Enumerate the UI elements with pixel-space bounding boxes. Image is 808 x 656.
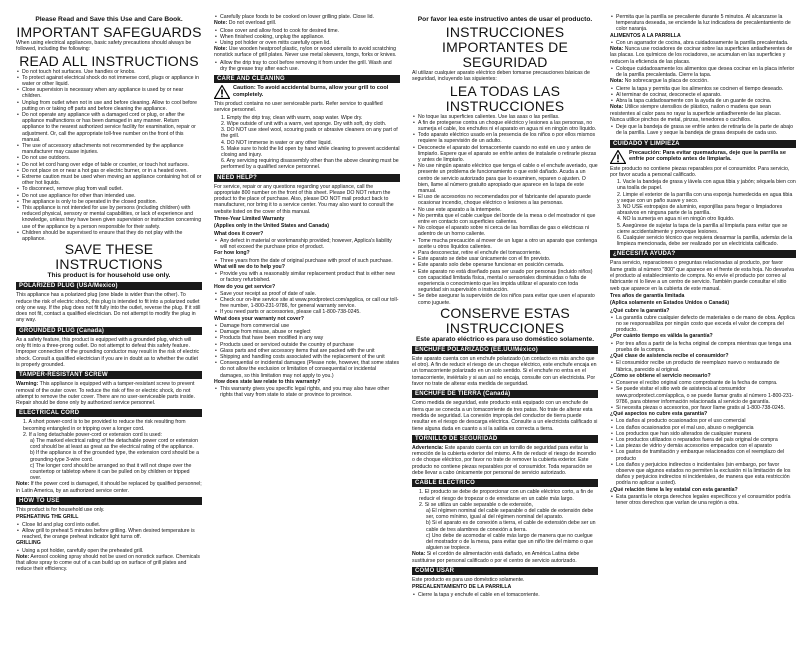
list-item: • Consequential or incidental damages (Please note, however, that some states do not allow the exclusion or limitation of consequential or incidental damages, so this limitation may not apply to you.) bbox=[214, 360, 400, 379]
overload-note-text-es: No sobrecargue la placa de cocción. bbox=[624, 78, 709, 85]
list-item: • This warranty gives you specific legal rights, and you may also have other rights that vary from state to state or province to province. bbox=[214, 386, 400, 398]
list-item: • To disconnect, remove plug from wall outlet. bbox=[16, 186, 202, 192]
list-item: • Este aparato se debe usar únicamente con el fin previsto. bbox=[412, 256, 598, 262]
note-label: Nota: bbox=[610, 104, 624, 111]
list-item: • Children should be supervised to ensure that they do not play with the appliance. bbox=[16, 230, 202, 242]
cord-subitem: a) El régimen nominal del cable separable o del cable de extensión debe ser, como mínimo, igual al del régimen nominal del aparato. bbox=[426, 507, 594, 521]
warranty-question: How do you get service? bbox=[214, 283, 276, 290]
list-item: • Using pot holder or oven mitts carefully open lid. bbox=[214, 40, 400, 46]
list-item: • Los productos que han sido alterados de cualquier manera bbox=[610, 431, 796, 437]
list-item: • Using a pot holder, carefully open the preheated grill. bbox=[16, 548, 202, 554]
warranty-question: ¿Qué relación tiene la ley estatal con esta garantía? bbox=[610, 486, 738, 493]
list-item: • Close cover and allow food to cook for desired time. bbox=[214, 28, 400, 34]
list-item: • Al terminar de cocinar, desconecte el aparato. bbox=[610, 92, 796, 98]
tamper-screw-bar-es: TORNILLO DE SEGURIDAD bbox=[412, 435, 598, 443]
cord-item: 1. El producto se debe de proporcionar con un cable eléctrico corto, a fin de reducir el riesgo de tropezar o de enredarse en un cable más largo. bbox=[419, 489, 594, 502]
utensils-note-text: Use wooden heatproof plastic, nylon or wood utensils to avoid scratching nonstick surface of grill plates. Never use metal skewers, tongs, forks or knives. bbox=[214, 46, 397, 59]
list-item: • Extreme caution must be used when moving an appliance containing hot oil or other hot liquids. bbox=[16, 174, 202, 186]
care-step: 5. Asegúrese de sujetar la tapa de la parrilla al limpiarla para evitar que se cierre accidentalmente y provoque lesiones. bbox=[617, 222, 788, 235]
polarized-plug-text-es: Este aparato cuenta con un enchufe polarizado (un contacto es más ancho que el otro). A fin de reducir el riesgo de un choque eléctrico, este enchufe encaja en un tomacorriente polarizado en un solo sentido. Si el enchufe no entra en el tomacorriente, inviértalo y si aun así no encaja, consulte con un electricista. Por favor no trate de alterar esta medida de seguridad. bbox=[412, 355, 597, 388]
list-item: • Los productos utilizados o reparados fuera del país original de compra bbox=[610, 437, 796, 443]
warning-triangle-icon bbox=[610, 150, 626, 164]
list-item: • Damage from commercial use bbox=[214, 323, 400, 329]
list-item: • Con un agarrador de cocina, abra cuidadosamente la parrilla precalentada. bbox=[610, 40, 796, 46]
list-item: • The use of accessory attachments not recommended by the appliance manufacturer may cause injuries. bbox=[16, 143, 202, 155]
spray-note-text-es: Nunca use rociadores de cocinar sobre las superficies antiadherentes de las placas. Los químicos de los rociadores, se acumulan en las superficies y reducen la eficiencia de las placas. bbox=[610, 46, 793, 65]
list-item: • The appliance is only to be operated in the closed position. bbox=[16, 199, 202, 205]
english-column-left bbox=[16, 0, 202, 656]
how-to-use-text: This product is for household use only. bbox=[16, 507, 105, 514]
overload-note bbox=[214, 20, 400, 26]
read-before-use-notice: Por favor lea este instructivo antes de usar el producto. bbox=[417, 16, 593, 23]
tamper-screw-text-es: Este aparato cuenta con un tornillo de seguridad para evitar la remoción de la cubierta exterior del mismo. A fin de reducir el riesgo de incendio o de choque eléctrico, por favor no trate de remover la cubierta exterior. Este producto no contiene piezas reparables por el consumidor. Toda reparación se debe llevar a cabo únicamente por personal de servicio autorizado. bbox=[412, 444, 596, 477]
list-item: • Los daños al producto ocasionados por el uso comercial bbox=[610, 418, 796, 424]
need-help-text-es: Para servicio, reparaciones o preguntas relacionadas al producto, por favor llame gratis al número "800" que aparece en el frente de esta hoja. No devuelva el producto al establecimiento de compra. No envíe el producto por correo al fabricante ni lo lleve a un centro de servicio. También puede consultar el sitio web que aparece en la cubierta de este manual. bbox=[610, 260, 794, 292]
save-instructions-heading-es: CONSERVE ESTAS INSTRUCCIONES bbox=[440, 304, 570, 336]
list-item: • Desconecte el aparato del tomacorriente cuando no esté en uso y antes de limpiarlo. Espere que el aparato se enfríe antes de instalarle o retirarle piezas y antes de limpiarlo. bbox=[412, 145, 598, 164]
list-item: • Do not touch hot surfaces. Use handles or knobs. bbox=[16, 69, 202, 75]
preheating-title-es: PRECALENTAMIENTO DE LA PARRILLA bbox=[412, 584, 512, 591]
list-item: • Deje que la bandeja de grasa se enfríe antes de retirarla de la parte de abajo de la parrilla. Lave y seque la bandeja de grasa después de cada uso. bbox=[610, 124, 796, 136]
list-item: • Tome mucha precaución al mover de un lugar a otro un aparato que contenga aceite u otros líquidos calientes. bbox=[412, 238, 598, 250]
warranty-title-es: Tres años de garantía limitada bbox=[610, 292, 685, 299]
warranty-question: What does your warranty not cover? bbox=[214, 315, 304, 322]
list-item: • Do not use outdoors. bbox=[16, 155, 202, 161]
spanish-column-right bbox=[610, 0, 796, 656]
read-all-instructions-heading-es: LEA TODAS LAS INSTRUCCIONES bbox=[445, 82, 565, 114]
polarized-plug-text: This appliance has a polarized plug (one blade is wider than the other). To reduce the risk of electric shock, this plug is intended to fit into a polarized outlet only one way. If the plug does not fit fully into the outlet, reverse the plug. If it still does not fit, contact a qualified electrician. Do not attempt to modify the plug in any way. bbox=[16, 292, 201, 324]
safeguards-intro: When using electrical appliances, basic safety precautions should always be followed, including the following: bbox=[16, 40, 192, 53]
grounded-plug-text: As a safety feature, this product is equipped with a grounded plug, which will only fit into a three-prong outlet. Do not attempt to defeat this safety feature. Improper connection of the grounding conductor may result in the risk of electric shock. Consult a qualified electrician if you are in doubt as to whether the outlet is properly grounded. bbox=[16, 336, 200, 368]
list-item: • No coloque el aparato sobre ni cerca de las hornillas de gas o eléctricas ni adentro de un horno caliente. bbox=[412, 225, 598, 237]
warning-triangle-icon bbox=[214, 85, 230, 99]
note-label: Note: bbox=[16, 553, 30, 560]
grounded-plug-bar: GROUNDED PLUG (Canada) bbox=[16, 327, 202, 335]
cord-note bbox=[16, 481, 202, 494]
electrical-cord-bar-es: CABLE ELÉCTRICO bbox=[412, 479, 598, 487]
grilling-title: GRILLING bbox=[16, 540, 41, 547]
care-caution-es bbox=[610, 150, 796, 164]
important-safeguards-heading: IMPORTANT SAFEGUARDS bbox=[16, 24, 202, 40]
list-item: • Este aparato solo debe operarse funcionar en posición cerrada. bbox=[412, 262, 598, 268]
care-cleaning-bar: CARE AND CLEANING bbox=[214, 75, 400, 83]
list-item: • Allow the drip tray to cool before removing it from under the grill. Wash and dry the grease tray after each use. bbox=[214, 60, 400, 72]
care-step: 4. NO la sumerja en agua ni en ningún otro líquido. bbox=[617, 216, 735, 223]
care-step: 1. Empty the drip tray, clean with warm, soap water. Wipe dry. bbox=[221, 114, 363, 121]
list-item: • Products used or serviced outside the country of purchase bbox=[214, 342, 400, 348]
list-item: • This appliance is not intended for use by persons (including children) with reduced physical, sensory or mental capabilities, or lack of experience and knowledge, unless they have been given supervision or instruction concerning use of the appliance by a person responsible for their safety. bbox=[16, 205, 202, 230]
list-item: • Cierre la tapa y enchufe el cable en el tomacorriente. bbox=[412, 592, 598, 598]
warranty-subtitle-es: (Aplica solamente en Estados Unidos o Canadá) bbox=[610, 300, 730, 307]
spray-note-es bbox=[610, 46, 796, 65]
read-all-instructions-heading: READ ALL INSTRUCTIONS bbox=[19, 52, 199, 69]
care-caution bbox=[214, 85, 400, 99]
list-item: • Se puede visitar el sitio web de asistencia al consumidor www.prodprotect.com/applica, o se puede llamar gratis al número 1-800-231-9786, para obtener información relacionada al servicio de garantía. bbox=[610, 386, 796, 405]
electrical-cord-bar: ELECTRICAL CORD bbox=[16, 409, 202, 417]
care-step: 6. Any servicing requiring disassembly other than the above cleaning must be performed by a qualified service personnel. bbox=[221, 158, 399, 171]
list-item: • Los gastos de tramitación y embarque relacionados con el reemplazo del producto bbox=[610, 449, 796, 461]
how-to-use-text-es: Este producto es para uso doméstico solamente. bbox=[412, 576, 525, 583]
warranty-question: What does it cover? bbox=[214, 230, 264, 237]
list-item: • No toque las superficies calientes. Use las asas o las perillas. bbox=[412, 114, 598, 120]
cord-subitem: a) The marked electrical rating of the detachable power cord or extension cord should be at least as great as the electrical rating of the appliance. bbox=[30, 438, 199, 451]
list-item: • Shipping and handling costs associated with the replacement of the unit bbox=[214, 354, 400, 360]
list-item: • A fin de protegerse contra un choque eléctrico y lesiones a las personas, no sumerja el cable, los enchufes ni el aparato en agua ni en ningún otro líquido. bbox=[412, 120, 598, 132]
warranty-question: ¿Por cuánto tiempo es válida la garantía? bbox=[610, 333, 713, 340]
list-item: • El uso de accesorios no recomendados por el fabricante del aparato puede ocasionar incendio, choque eléctrico o lesiones a las personas. bbox=[412, 194, 598, 206]
utensils-note-text-es: Utilice siempre utensilios de plástico, nailon o madera que sean resistentes al calor para no rayar la superficie antiadherente de las placas. Nunca utilice pinchos de metal, pinzas, tenedores o cuchillos. bbox=[610, 104, 781, 123]
list-item: • Do not use appliance for other than intended use. bbox=[16, 193, 202, 199]
cord-note-text: If the power cord is damaged, it should be replaced by qualified personnel; in Latin America, by an authorized service center. bbox=[16, 481, 202, 494]
care-intro: This product contains no user serviceable parts. Refer service to qualified service personnel. bbox=[214, 101, 383, 114]
household-use-note: This product is for household use only. bbox=[47, 272, 171, 280]
list-item: • Los daños y perjuicios indirectos o incidentales (sin embargo, por favor observe que algunos estados no permiten la exclusión ni la limitación de los daños y perjuicios indirectos ni incidentales, de manera que esta restricción podría no aplicar a usted). bbox=[610, 462, 796, 487]
list-item: • El consumidor recibe un producto de reemplazo nuevo o restaurado de fábrica, parecido al original. bbox=[610, 360, 796, 372]
care-step: 6. Cualquier servicio técnico que requiera desarmar la parrilla, además de la limpieza mencionada, debe ser realizado por un electricista calificado. bbox=[617, 235, 793, 248]
list-item: • Close lid and plug cord into outlet. bbox=[16, 522, 202, 528]
polarized-plug-bar: POLARIZED PLUG (USA/Mexico) bbox=[16, 282, 202, 290]
note-label: Nota: bbox=[610, 46, 624, 53]
list-item: • Save your receipt as proof of date of sale. bbox=[214, 291, 400, 297]
list-item: • Any defect in material or workmanship provided; however, Applica's liability will not exceed the purchase price of product. bbox=[214, 238, 400, 250]
list-item: • Conserve el recibo original como comprobante de la fecha de compra. bbox=[610, 380, 796, 386]
list-item: • Allow grill to preheat 5 minutes before grilling. When desired temperature is reached, the orange preheat indicator light turns off. bbox=[16, 528, 202, 540]
grilling-note bbox=[16, 554, 202, 573]
warranty-question: How does state law relate to this warranty? bbox=[214, 378, 321, 385]
important-safeguards-heading-es: INSTRUCCIONES IMPORTANTES DE SEGURIDAD bbox=[442, 24, 568, 70]
care-step: 3. NO USE estropajos de aluminio, esponjillas para fregar o limpiadores abrasivos en ninguna parte de la parrilla. bbox=[617, 204, 783, 217]
cord-subitem: c) Uno debe de acomodar el cable más largo de manera que no cuelgue del mostrador o de la mesa, para evitar que un niño tire del mismo o que alguien se tropiece. bbox=[426, 532, 593, 552]
list-item: • Por tres años a partir de la fecha original de compra mientras que tenga una prueba de la compra. bbox=[610, 341, 796, 353]
care-step: 2. Limpie el exterior de la parrilla con una esponja humedecida en agua tibia y seque con un paño suave y seco. bbox=[617, 191, 793, 204]
list-item: • Todo aparato eléctrico usado en la presencia de los niños o por ellos mismos requiere la supervisión de un adulto. bbox=[412, 132, 598, 144]
care-cleaning-bar-es: CUIDADO Y LIMPIEZA bbox=[610, 140, 796, 148]
warning-label: Advertencia: bbox=[412, 444, 444, 451]
preheating-title: PREHEATING THE GRILL bbox=[16, 514, 79, 521]
utensils-note-es bbox=[610, 104, 796, 123]
list-item: • Three years from the date of original purchase with proof of such purchase. bbox=[214, 258, 400, 264]
list-item: • Check our on-line service site at www.prodprotect.com/applica, or call our toll-free number, 1-800-231-9786, for general warranty service. bbox=[214, 297, 400, 309]
list-item: • Si necesita piezas o accesorios, por favor llame gratis al 1-800-738-0245. bbox=[610, 405, 796, 411]
overload-note-text: Do not overload grill. bbox=[228, 20, 277, 27]
read-and-save-notice: Please Read and Save this Use and Care Book. bbox=[35, 16, 183, 23]
save-instructions-heading: SAVE THESE INSTRUCTIONS bbox=[55, 241, 163, 273]
care-step: 2. Wipe outside of unit with a warm, wet sponge. Dry with soft, dry cloth. bbox=[221, 120, 387, 127]
list-item: • No use ningún aparato eléctrico que tenga el cable o el enchufe averiado, que presente un problema de funcionamiento o que esté dañado. Acuda a un centro de servicio autorizado para que lo examinen, reparen o ajusten. O bien, llame al número gratuito apropiado que aparece en la tapa de este manual. bbox=[412, 163, 598, 194]
list-item: • Los daños ocasionados por el mal uso, abuso o negligencia bbox=[610, 425, 796, 431]
warranty-question: ¿Qué clase de asistencia recibe el consumidor? bbox=[610, 353, 729, 360]
polarized-plug-bar-es: ENCHUFE POLARIZADO (EE.UU/México) bbox=[412, 346, 598, 354]
grilling-title-es: ALIMENTOS A LA PARRILLA bbox=[610, 32, 681, 39]
cord-subitem: c) The longer cord should be arranged so that it will not drape over the countertop or tabletop where it can be pulled on by children or tripped over. bbox=[30, 462, 192, 482]
english-column-right bbox=[214, 0, 400, 656]
list-item: • Products that have been modified in any way bbox=[214, 335, 400, 341]
list-item: • No use este aparato a la intemperie. bbox=[412, 207, 598, 213]
grounded-plug-bar-es: ENCHUFE DE TIERRA (Canadá) bbox=[412, 390, 598, 398]
need-help-text: For service, repair or any questions regarding your appliance, call the appropriate 800 number on the front of this sheet. Please DO NOT return the product to the place of purchase. Also, please DO NOT mail product back to manufacturer, nor bring it to a service center. You may also want to consult the website listed on the cover of this manual. bbox=[214, 183, 394, 215]
list-item: • Unplug from outlet when not in use and before cleaning. Allow to cool before putting on or taking off parts and before cleaning the appliance. bbox=[16, 100, 202, 112]
list-item: • To protect against electrical shock do not immerse cord, plugs or appliance in water or other liquid. bbox=[16, 75, 202, 87]
warning-label: Warning: bbox=[16, 381, 39, 388]
note-label: Nota: bbox=[610, 78, 624, 85]
utensils-note bbox=[214, 46, 400, 59]
list-item: • Permita que la parrilla se precaliente durante 5 minutos. Al alcanzarse la temperatura deseada, se enciende la luz indicadora de precalentamiento de color naranja. bbox=[610, 14, 796, 33]
overload-note-es bbox=[610, 78, 796, 84]
list-item: • When finished cooking, unplug the appliance. bbox=[214, 34, 400, 40]
warranty-subtitle: (Applies only in the United States and Canada) bbox=[214, 223, 330, 230]
how-to-use-bar: HOW TO USE bbox=[16, 497, 202, 505]
list-item: • La garantía cubre cualquier defecto de materiales o de mano de obra. Applica no se responsabiliza por ningún costo que exceda el valor de compra del producto. bbox=[610, 315, 796, 334]
list-item: • Abra la tapa cuidadosamente con la ayuda de un guante de cocina. bbox=[610, 98, 796, 104]
warranty-question: ¿Cómo se obtiene el servicio necesario? bbox=[610, 372, 711, 379]
care-step: 4. DO NOT immerse in water or any other liquid. bbox=[221, 139, 332, 146]
safeguards-intro-es: Al utilizar cualquier aparato eléctrico deben tomarse precauciones básicas de seguridad, incluyendo las siguientes: bbox=[412, 70, 590, 83]
note-label: Nota: bbox=[412, 551, 426, 558]
cord-item: 2. If a long detachable power-cord or extension cord is used: bbox=[23, 431, 162, 438]
care-intro-es: Este producto no contiene piezas reparables por el consumidor. Para servicio, por favor acuda a personal calificado. bbox=[610, 165, 790, 178]
tamper-screw-paragraph-es bbox=[412, 445, 598, 476]
read-all-list bbox=[16, 69, 202, 243]
list-item: • Coloque cuidadosamente los alimentos que desea cocinar en la placa inferior de la parrilla precalentada. Cierre la tapa. bbox=[610, 66, 796, 78]
cord-item: 1. A short power-cord is to be provided to reduce the risk resulting from becoming entangled in or tripping over a longer cord. bbox=[23, 419, 186, 432]
need-help-bar-es: ¿NECESITA AYUDA? bbox=[610, 250, 796, 258]
tamper-screw-paragraph bbox=[16, 381, 202, 406]
list-item: • Do not place on or near a hot gas or electric burner, or in a heated oven. bbox=[16, 168, 202, 174]
list-item: • Cierre la tapa y permita que los alimentos se cocinen el tiempo deseado. bbox=[610, 86, 796, 92]
care-caution-text-es: Precaución: Para evitar quemaduras, deje que la parrilla se enfríe por completo antes de limpiarla. bbox=[629, 149, 787, 163]
warranty-question: ¿Qué aspectos no cubre esta garantía? bbox=[610, 411, 708, 418]
tamper-screw-text: This appliance is equipped with a tamper-resistant screw to prevent removal of the outer cover. To reduce the risk of fire or electric shock, do not attempt to remove the outer cover. There are no user-serviceable parts inside. Repair should be done only by authorized service personnel. bbox=[16, 381, 195, 407]
list-item: • Do not let cord hang over edge of table or counter, or touch hot surfaces. bbox=[16, 162, 202, 168]
care-step: 3. DO NOT use steel wool, scouring pads or abrasive cleaners on any part of the grill. bbox=[221, 127, 398, 140]
list-item: • Carefully place foods to be cooked on lower grilling plate. Close lid. bbox=[214, 14, 400, 20]
warranty-question: ¿Qué cubre la garantía? bbox=[610, 307, 670, 314]
how-to-use-bar-es: COMO USAR bbox=[412, 567, 598, 575]
note-label: Note: bbox=[214, 46, 228, 53]
list-item: • Do not operate any appliance with a damaged cord or plug, or after the appliance malfunctions or has been damaged in any manner. Return appliance to the nearest authorized service facility for examination, repair or adjustment. Or, call the appropriate toll-free number on the front of this manual. bbox=[16, 112, 202, 143]
list-item: • Glass parts and other accessory items that are packed with the unit bbox=[214, 348, 400, 354]
care-step: 1. Vacíe la bandeja de grasa y lávela con agua tibia y jabón; séquela bien con una toalla de papel. bbox=[617, 179, 796, 192]
warranty-question: What will we do to help you? bbox=[214, 263, 285, 270]
cord-subitem: b) If the appliance is of the grounded type, the extension cord should be a grounding-type 3-wire cord. bbox=[30, 450, 199, 463]
list-item: • Esta garantía le otorga derechos legales específicos y el consumidor podría tener otros derechos que varían de una región a otra. bbox=[610, 494, 796, 506]
grilling-note-text: Aerosol cooking spray should not be used on nonstick surface. Chemicals that allow spray to come out of a can build up on surface of grill plates and reduce their efficiency. bbox=[16, 553, 200, 573]
list-item: • Para desconectar, retire el enchufe del tomacorriente. bbox=[412, 250, 598, 256]
note-label: Note: bbox=[214, 20, 228, 27]
list-item: • No permita que el cable cuelgue del borde de la mesa o del mostrador ni que entre en contacto con superficies calientes. bbox=[412, 213, 598, 225]
cord-item: 2. Si se utiliza un cable separable o de extensión, bbox=[419, 501, 533, 508]
cord-note-es bbox=[412, 551, 598, 564]
list-item: • Provide you with a reasonably similar replacement product that is either new or factory refurbished. bbox=[214, 271, 400, 283]
cord-note-text-es: Si el cordón de alimentación está dañado, en América Latina debe sustituirse por personal calificado o por el centro de servicio autorizado. bbox=[412, 551, 580, 564]
note-label: Note: bbox=[16, 481, 30, 488]
list-item: • If you need parts or accessories, please call 1-800-738-0245. bbox=[214, 309, 400, 315]
care-caution-text: Caution: To avoid accidental burns, allow your grill to cool completely. bbox=[233, 85, 389, 98]
warranty-title: Three-Year Limited Warranty bbox=[214, 216, 285, 223]
warranty-question: For how long? bbox=[214, 250, 250, 257]
cord-subitem: b) Si el aparato es de conexión a tierra, el cable de extensión debe ser un cable de tres alambres de conexión a tierra. bbox=[426, 520, 596, 533]
spanish-column-left bbox=[412, 0, 598, 656]
tamper-screw-bar: TAMPER-RESISTANT SCREW bbox=[16, 371, 202, 379]
care-step: 5. Make sure to hold the lid open by hand while cleaning to prevent accidental closing and injury. bbox=[221, 145, 400, 158]
grounded-plug-text-es: Como medida de seguridad, este producto está equipado con un enchufe de tierra que se conecta a un tomacorriente de tres patas. No trate de alterar esta medida de seguridad. La conexión impropia del conductor de tierra puede resultar en el riesgo de descarga eléctrica. Consulte a un electricista calificado si tiene alguna duda en cuanto a si la salida es correcta a tierra. bbox=[412, 400, 598, 432]
list-item: • Las piezas de vidrio y demás accesorios empacados con el aparato bbox=[610, 443, 796, 449]
read-all-list-es bbox=[412, 114, 598, 306]
household-use-note-es: Este aparato eléctrico es para uso doméstico solamente. bbox=[415, 335, 595, 343]
list-item: • Close supervision is necessary when any appliance is used by or near children. bbox=[16, 87, 202, 99]
list-item: • Damage from misuse, abuse or neglect bbox=[214, 329, 400, 335]
need-help-bar: NEED HELP? bbox=[214, 174, 400, 182]
list-item: • Este aparato no está diseñado para ser usado por personas (incluido niños) con capacidad limitada física, mental o sensoriales disminuidas o falta de experiencia o conocimiento que les impida utilizar el aparato con toda seguridad sin supervisión o instrucción. bbox=[412, 269, 598, 294]
list-item: • Se debe asegurar la supervisión de los niños para evitar que usen el aparato como juguete. bbox=[412, 293, 598, 305]
